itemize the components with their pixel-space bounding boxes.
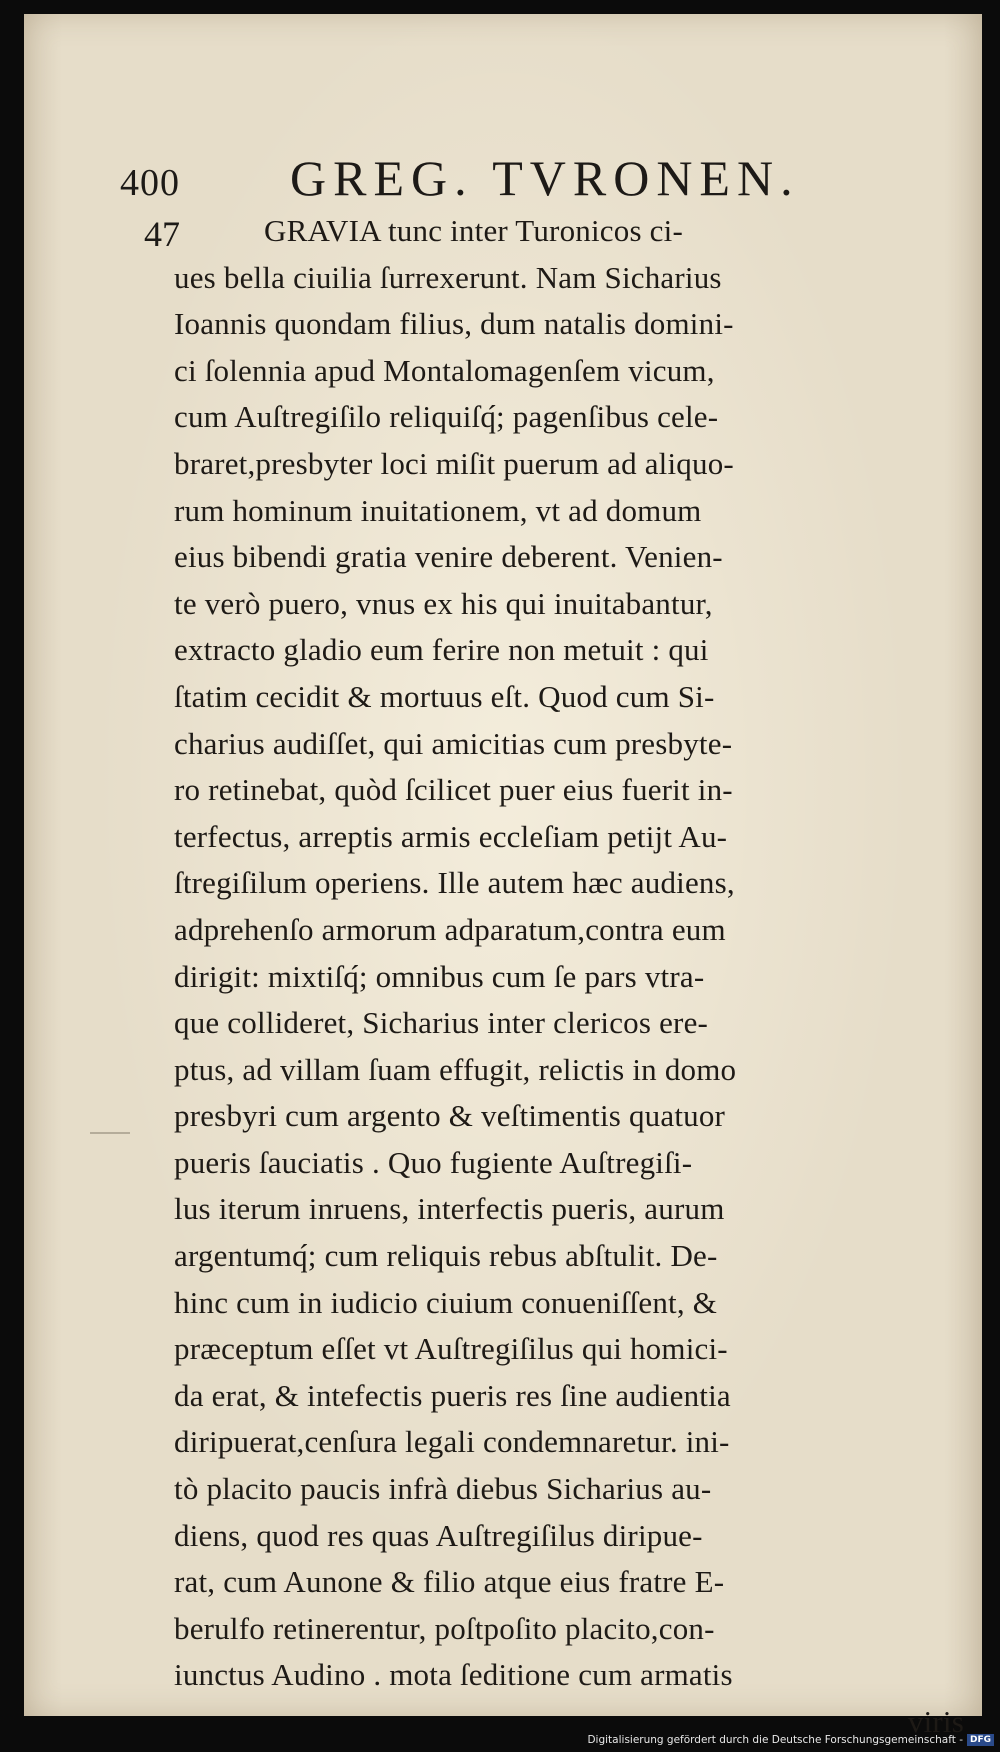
text-line: charius audiſſet, qui amicitias cum presbyte- bbox=[174, 725, 733, 761]
text-line: braret,presbyter loci miſit puerum ad aliquo- bbox=[174, 445, 734, 481]
text-line: tò placito paucis infrà diebus Sicharius au- bbox=[174, 1471, 712, 1507]
text-line: rat, cum Aunone & filio atque eius fratre E- bbox=[174, 1564, 725, 1600]
text-line: rum hominum inuitationem, vt ad domum bbox=[174, 492, 702, 528]
text-line: ſtatim cecidit & mortuus eſt. Quod cum Si- bbox=[174, 678, 715, 714]
text-line: da erat, & intefectis pueris res ſine audientia bbox=[174, 1377, 731, 1413]
text-line: cum Auſtregiſilo reliquiſq́; pagenſibus cele- bbox=[174, 399, 719, 435]
text-line: lus iterum inruens, interfectis pueris, aurum bbox=[174, 1191, 725, 1227]
text-line: ues bella ciuilia ſurrexerunt. Nam Sicharius bbox=[174, 259, 722, 295]
text-line: te verò puero, vnus ex his qui inuitabantur, bbox=[174, 585, 713, 621]
catchword: viris bbox=[907, 1704, 964, 1739]
text-line: ſtregiſilum operiens. Ille autem hæc audiens, bbox=[174, 865, 735, 901]
digitization-credit bbox=[587, 1734, 994, 1746]
text-line: præceptum eſſet vt Auſtregiſilus qui homici- bbox=[174, 1331, 728, 1367]
text-line: dirigit: mixtiſq́; omnibus cum ſe pars vtra- bbox=[174, 958, 705, 994]
text-line: ci ſolennia apud Montalomagenſem vicum, bbox=[174, 352, 715, 388]
chapter-number: 47 bbox=[144, 214, 180, 254]
text-line: extracto gladio eum ferire non metuit : qui bbox=[174, 632, 709, 668]
text-line: diripuerat,cenſura legali condemnaretur. ini- bbox=[174, 1424, 730, 1460]
book-page bbox=[24, 14, 982, 1739]
text-line: GRAVIA tunc inter Turonicos ci- bbox=[264, 213, 683, 248]
text-line: adprehenſo armorum adparatum,contra eum bbox=[174, 911, 726, 947]
text-line: que collideret, Sicharius inter clericos ere- bbox=[174, 1005, 709, 1041]
text-line: presbyri cum argento & veſtimentis quatuor bbox=[174, 1098, 726, 1134]
page-header bbox=[120, 149, 860, 209]
page-number: 400 bbox=[120, 162, 180, 204]
dfg-logo-icon: DFG bbox=[967, 1734, 994, 1746]
credit-text: Digitalisierung gefördert durch die Deutsche Forschungsgemeinschaft - bbox=[587, 1734, 963, 1746]
text-line: iunctus Audino . mota ſeditione cum armatis bbox=[174, 1657, 733, 1693]
text-line: diens, quod res quas Auſtregiſilus diripue- bbox=[174, 1517, 703, 1553]
text-line: terfectus, arreptis armis eccleſiam petijt Au- bbox=[174, 818, 728, 854]
text-line: pueris ſauciatis . Quo fugiente Auſtregiſi- bbox=[174, 1144, 693, 1180]
body-text bbox=[174, 208, 974, 1746]
text-line: ptus, ad villam ſuam effugit, relictis in domo bbox=[174, 1051, 737, 1087]
text-line: ro retinebat, quòd ſcilicet puer eius fuerit in- bbox=[174, 772, 733, 808]
text-line: Ioannis quondam filius, dum natalis domini- bbox=[174, 306, 734, 342]
text-line: argentumq́; cum reliquis rebus abſtulit. De- bbox=[174, 1238, 718, 1274]
text-line: hinc cum in iudicio ciuium conueniſſent, & bbox=[174, 1284, 718, 1320]
text-line: berulfo retinerentur, poſtpoſito placito,con- bbox=[174, 1610, 715, 1646]
margin-mark bbox=[90, 1132, 130, 1134]
text-line: eius bibendi gratia venire deberent. Venien- bbox=[174, 539, 723, 575]
running-title: GREG. TVRONEN. bbox=[290, 150, 800, 206]
